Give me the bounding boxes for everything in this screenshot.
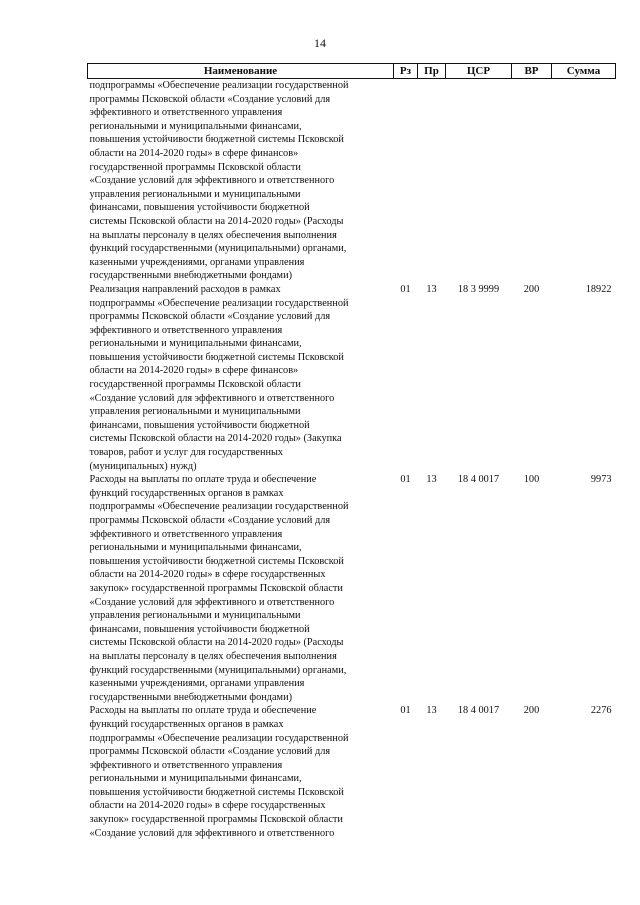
name-line: эффективного и ответственного управления [89,324,283,336]
cell-vr [512,704,552,840]
name-line: функций государственных органов в рамках [89,487,284,499]
name-line: управления региональными и муниципальными [89,610,301,622]
cell-pr-value: 13 [426,283,437,295]
name-line: эффективного и ответственного управления [89,759,283,771]
cell-rz [394,704,418,840]
name-line: области на 2014-2020 годы» в сфере финансов» [89,365,299,377]
header-name: Наименование [88,64,394,79]
name-line: «Создание условий для эффективного и ответственного [89,175,335,187]
name-line: закупок» государственной программы Псковской области [89,814,343,826]
name-line: региональными и муниципальными финансами, [89,773,302,785]
cell-pr [418,473,446,704]
name-line: функций государственных органов в рамках [89,718,284,730]
table-row [88,283,616,473]
name-line: закупок» государственной программы Псковской области [89,582,343,594]
name-line: Расходы на выплаты по оплате труда и обеспечение [89,474,317,486]
name-line: области на 2014-2020 годы» в сфере государственных [89,800,326,812]
name-line: региональными и муниципальными финансами, [89,120,302,132]
cell-sum [552,704,616,840]
name-line: «Создание условий для эффективного и ответственного [89,392,335,404]
budget-table [87,63,616,840]
cell-vr-value: 200 [523,705,540,717]
cell-name [88,704,394,840]
table-header [88,64,616,79]
cell-rz [394,283,418,473]
cell-csr [446,473,512,704]
cell-name [88,473,394,704]
name-line: эффективного и ответственного управления [89,528,283,540]
name-line: финансами, повышения устойчивости бюджетной [89,623,310,635]
name-line: области на 2014-2020 годы» в сфере финансов» [89,147,299,159]
cell-sum [552,79,616,283]
cell-vr-value: 100 [523,474,540,486]
name-line: эффективного и ответственного управления [89,107,283,119]
cell-vr [512,283,552,473]
cell-pr [418,704,446,840]
name-line: программы Псковской области «Создание условий для [89,515,331,526]
cell-name [88,283,394,473]
name-line: на выплаты персоналу в целях обеспечения выполнения [89,650,337,662]
cell-rz-value: 01 [400,283,411,295]
table-row [88,79,616,283]
cell-rz-value: 01 [400,474,411,486]
cell-rz-value: 01 [400,705,411,717]
name-line: государственными внебюджетными фондами) [89,691,293,703]
name-line: управления региональными и муниципальными [89,406,301,418]
name-line: программы Псковской области «Создание условий для [89,311,331,323]
name-line: повышения устойчивости бюджетной системы Псковской [89,786,344,798]
cell-csr [446,704,512,840]
name-line: подпрограммы «Обеспечение реализации государственной [89,80,349,91]
cell-csr-value: 18 4 0017 [457,474,500,486]
cell-sum-value: 18922 [585,283,612,295]
name-line: области на 2014-2020 годы» в сфере государственных [89,569,326,581]
name-line: повышения устойчивости бюджетной системы Псковской [89,134,344,146]
name-line: «Создание условий для эффективного и ответственного [89,596,335,608]
name-line: государственной программы Псковской области [89,379,301,391]
cell-csr-value: 18 3 9999 [457,283,500,295]
cell-csr [446,283,512,473]
cell-rz [394,79,418,283]
cell-rz [394,473,418,704]
header-csr: ЦСР [446,64,512,79]
name-line: товаров, работ и услуг для государственных [89,447,284,459]
name-line: системы Псковской области на 2014-2020 годы» (Расходы [89,637,344,649]
cell-sum [552,473,616,704]
cell-pr [418,79,446,283]
cell-pr-value: 13 [426,474,437,486]
cell-vr [512,79,552,283]
name-line: казенными учреждениями, органами управления [89,678,305,690]
name-line: подпрограммы «Обеспечение реализации государственной [89,501,349,513]
name-line: финансами, повышения устойчивости бюджетной [89,419,310,431]
name-line: региональными и муниципальными финансами, [89,542,302,554]
page-number: 14 [314,36,326,50]
name-line: повышения устойчивости бюджетной системы Псковской [89,351,344,363]
name-line: системы Псковской области на 2014-2020 годы» (Расходы [89,215,344,227]
name-line: подпрограммы «Обеспечение реализации государственной [89,732,349,744]
name-line: программы Псковской области «Создание условий для [89,746,331,758]
table-row [88,704,616,840]
cell-sum-value: 2276 [590,705,612,717]
name-line: на выплаты персоналу в целях обеспечения выполнения [89,229,337,241]
name-line: государственными внебюджетными фондами) [89,270,293,282]
name-line: финансами, повышения устойчивости бюджетной [89,202,310,214]
cell-csr-value: 18 4 0017 [457,705,500,717]
header-sum: Сумма [552,64,616,79]
name-line: (муниципальных) нужд) [89,460,197,472]
budget-table-container [87,63,615,840]
name-line: функций государственными (муниципальными) органами, [89,243,347,255]
name-line: системы Псковской области на 2014-2020 годы» (Закупка [89,433,342,445]
name-line: подпрограммы «Обеспечение реализации государственной [89,297,349,309]
cell-pr [418,283,446,473]
header-vr: ВР [512,64,552,79]
name-line: региональными и муниципальными финансами, [89,338,302,350]
cell-vr-value: 200 [523,283,540,295]
cell-csr [446,79,512,283]
cell-sum [552,283,616,473]
table-body [88,79,616,841]
name-line: управления региональными и муниципальными [89,188,301,200]
name-line: «Создание условий для эффективного и ответственного [89,827,335,839]
cell-vr [512,473,552,704]
name-line: казенными учреждениями, органами управления [89,256,305,268]
name-line: функций государственными (муниципальными) органами, [89,664,347,676]
cell-pr-value: 13 [426,705,437,717]
name-line: программы Псковской области «Создание условий для [89,93,331,105]
name-line: государственной программы Псковской области [89,161,301,173]
cell-name [88,79,394,283]
name-line: Расходы на выплаты по оплате труда и обеспечение [89,705,317,717]
header-rz: Рз [394,64,418,79]
name-line: повышения устойчивости бюджетной системы Псковской [89,555,344,567]
header-pr: Пр [418,64,446,79]
name-line: Реализация направлений расходов в рамках [89,283,281,295]
cell-sum-value: 9973 [590,474,612,486]
table-row [88,473,616,704]
